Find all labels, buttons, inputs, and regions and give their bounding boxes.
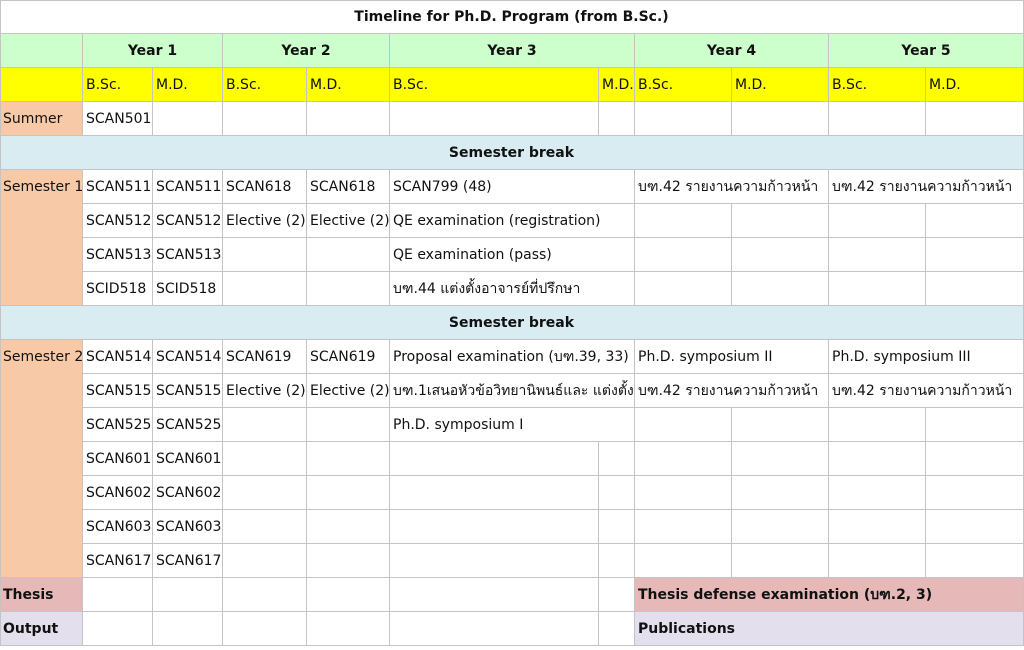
year-header-4[interactable]: Year 4 bbox=[635, 34, 829, 68]
row-label-output[interactable]: Output bbox=[0, 612, 83, 646]
empty-cell[interactable] bbox=[390, 476, 599, 510]
course-cell[interactable]: SCAN512 bbox=[83, 204, 153, 238]
empty-cell[interactable] bbox=[307, 408, 390, 442]
empty-cell[interactable] bbox=[926, 204, 1024, 238]
empty-cell[interactable] bbox=[829, 102, 926, 136]
empty-cell[interactable] bbox=[599, 612, 635, 646]
empty-cell[interactable] bbox=[223, 612, 307, 646]
empty-cell[interactable] bbox=[732, 510, 829, 544]
empty-cell[interactable] bbox=[599, 442, 635, 476]
sheet-top-border bbox=[0, 0, 1024, 1]
course-cell[interactable]: SCAN601 bbox=[153, 442, 223, 476]
course-cell[interactable]: SCAN513 bbox=[153, 238, 223, 272]
course-cell[interactable]: SCID518 bbox=[153, 272, 223, 306]
empty-cell[interactable] bbox=[390, 578, 599, 612]
course-cell[interactable]: SCAN515 bbox=[153, 374, 223, 408]
empty-cell[interactable] bbox=[926, 408, 1024, 442]
course-cell[interactable]: SCAN619 bbox=[307, 340, 390, 374]
empty-cell[interactable] bbox=[223, 578, 307, 612]
course-cell[interactable]: SCAN603 bbox=[83, 510, 153, 544]
empty-cell[interactable] bbox=[732, 476, 829, 510]
track-header-md[interactable]: M.D. bbox=[732, 68, 829, 102]
empty-cell[interactable] bbox=[223, 408, 307, 442]
empty-cell[interactable] bbox=[83, 578, 153, 612]
empty-cell[interactable] bbox=[732, 272, 829, 306]
empty-cell[interactable] bbox=[635, 442, 732, 476]
empty-cell[interactable] bbox=[635, 204, 732, 238]
corner-cell[interactable] bbox=[0, 34, 83, 68]
course-cell[interactable]: SCAN602 bbox=[83, 476, 153, 510]
track-header-md[interactable]: M.D. bbox=[599, 68, 635, 102]
empty-cell[interactable] bbox=[599, 510, 635, 544]
course-cell[interactable]: Elective (2) bbox=[223, 204, 307, 238]
milestone-cell[interactable]: บฑ.42 รายงานความก้าวหน้า bbox=[635, 374, 829, 408]
track-header-md[interactable]: M.D. bbox=[153, 68, 223, 102]
empty-cell[interactable] bbox=[926, 510, 1024, 544]
empty-cell[interactable] bbox=[829, 544, 926, 578]
track-header-bsc[interactable]: B.Sc. bbox=[223, 68, 307, 102]
empty-cell[interactable] bbox=[732, 102, 829, 136]
empty-cell[interactable] bbox=[83, 612, 153, 646]
empty-cell[interactable] bbox=[926, 544, 1024, 578]
empty-cell[interactable] bbox=[829, 408, 926, 442]
sheet-title[interactable]: Timeline for Ph.D. Program (from B.Sc.) bbox=[0, 0, 1024, 34]
course-cell[interactable]: SCAN511 bbox=[153, 170, 223, 204]
milestone-cell[interactable]: Ph.D. symposium II bbox=[635, 340, 829, 374]
course-cell[interactable]: SCAN501 bbox=[83, 102, 153, 136]
course-cell[interactable]: SCAN515 bbox=[83, 374, 153, 408]
course-cell[interactable]: SCAN619 bbox=[223, 340, 307, 374]
year-header-2[interactable]: Year 2 bbox=[223, 34, 390, 68]
empty-cell[interactable] bbox=[829, 510, 926, 544]
course-cell[interactable]: SCID518 bbox=[83, 272, 153, 306]
semester-break-2[interactable]: Semester break bbox=[0, 306, 1024, 340]
milestone-cell[interactable]: Proposal examination (บฑ.39, 33) bbox=[390, 340, 635, 374]
empty-cell[interactable] bbox=[926, 442, 1024, 476]
course-cell[interactable]: SCAN512 bbox=[153, 204, 223, 238]
course-cell[interactable]: Elective (2) bbox=[307, 374, 390, 408]
empty-cell[interactable] bbox=[307, 238, 390, 272]
empty-cell[interactable] bbox=[307, 544, 390, 578]
empty-cell[interactable] bbox=[223, 102, 307, 136]
empty-cell[interactable] bbox=[635, 272, 732, 306]
milestone-cell[interactable]: Ph.D. symposium III bbox=[829, 340, 1024, 374]
empty-cell[interactable] bbox=[307, 272, 390, 306]
empty-cell[interactable] bbox=[829, 204, 926, 238]
publications-cell[interactable]: Publications bbox=[635, 612, 1024, 646]
empty-cell[interactable] bbox=[223, 510, 307, 544]
empty-cell[interactable] bbox=[599, 476, 635, 510]
row-label-thesis[interactable]: Thesis bbox=[0, 578, 83, 612]
milestone-cell[interactable]: บฑ.42 รายงานความก้าวหน้า bbox=[829, 374, 1024, 408]
empty-cell[interactable] bbox=[153, 612, 223, 646]
empty-cell[interactable] bbox=[635, 408, 732, 442]
empty-cell[interactable] bbox=[153, 102, 223, 136]
empty-cell[interactable] bbox=[390, 442, 599, 476]
course-cell[interactable]: SCAN513 bbox=[83, 238, 153, 272]
course-cell[interactable]: SCAN617 bbox=[153, 544, 223, 578]
empty-cell[interactable] bbox=[635, 510, 732, 544]
empty-cell[interactable] bbox=[732, 408, 829, 442]
row-label-semester1[interactable]: Semester 1 bbox=[0, 170, 83, 306]
empty-cell[interactable] bbox=[223, 442, 307, 476]
empty-cell[interactable] bbox=[223, 544, 307, 578]
empty-cell[interactable] bbox=[390, 612, 599, 646]
course-cell[interactable]: Elective (2) bbox=[307, 204, 390, 238]
track-header-bsc[interactable]: B.Sc. bbox=[390, 68, 599, 102]
empty-cell[interactable] bbox=[635, 476, 732, 510]
milestone-cell[interactable]: Ph.D. symposium I bbox=[390, 408, 635, 442]
course-cell[interactable]: SCAN525 bbox=[83, 408, 153, 442]
milestone-cell[interactable]: บฑ.44 แต่งตั้งอาจารย์ที่ปรึกษา bbox=[390, 272, 635, 306]
course-cell[interactable]: SCAN602 bbox=[153, 476, 223, 510]
course-cell[interactable]: SCAN601 bbox=[83, 442, 153, 476]
course-cell[interactable]: Elective (2) bbox=[223, 374, 307, 408]
empty-cell[interactable] bbox=[732, 204, 829, 238]
course-cell[interactable]: SCAN617 bbox=[83, 544, 153, 578]
empty-cell[interactable] bbox=[307, 442, 390, 476]
track-header-bsc[interactable]: B.Sc. bbox=[635, 68, 732, 102]
track-corner-cell[interactable] bbox=[0, 68, 83, 102]
course-cell[interactable]: SCAN514 bbox=[83, 340, 153, 374]
empty-cell[interactable] bbox=[635, 238, 732, 272]
empty-cell[interactable] bbox=[926, 272, 1024, 306]
milestone-cell[interactable]: SCAN799 (48) bbox=[390, 170, 635, 204]
empty-cell[interactable] bbox=[223, 476, 307, 510]
year-header-1[interactable]: Year 1 bbox=[83, 34, 223, 68]
empty-cell[interactable] bbox=[307, 578, 390, 612]
empty-cell[interactable] bbox=[829, 238, 926, 272]
sheet-left-border bbox=[0, 0, 1, 646]
empty-cell[interactable] bbox=[732, 442, 829, 476]
empty-cell[interactable] bbox=[926, 476, 1024, 510]
course-cell[interactable]: SCAN511 bbox=[83, 170, 153, 204]
empty-cell[interactable] bbox=[307, 510, 390, 544]
empty-cell[interactable] bbox=[599, 544, 635, 578]
empty-cell[interactable] bbox=[307, 102, 390, 136]
empty-cell[interactable] bbox=[829, 442, 926, 476]
course-cell[interactable]: SCAN618 bbox=[307, 170, 390, 204]
empty-cell[interactable] bbox=[635, 544, 732, 578]
empty-cell[interactable] bbox=[223, 238, 307, 272]
course-cell[interactable]: SCAN514 bbox=[153, 340, 223, 374]
course-cell[interactable]: SCAN603 bbox=[153, 510, 223, 544]
empty-cell[interactable] bbox=[926, 238, 1024, 272]
course-cell[interactable]: SCAN525 bbox=[153, 408, 223, 442]
empty-cell[interactable] bbox=[390, 102, 599, 136]
empty-cell[interactable] bbox=[153, 578, 223, 612]
milestone-cell[interactable]: QE examination (pass) bbox=[390, 238, 635, 272]
empty-cell[interactable] bbox=[732, 544, 829, 578]
empty-cell[interactable] bbox=[390, 510, 599, 544]
thesis-defense-cell[interactable]: Thesis defense examination (บฑ.2, 3) bbox=[635, 578, 1024, 612]
empty-cell[interactable] bbox=[599, 578, 635, 612]
year-header-5[interactable]: Year 5 bbox=[829, 34, 1024, 68]
milestone-cell[interactable]: บฑ.42 รายงานความก้าวหน้า bbox=[829, 170, 1024, 204]
course-cell[interactable]: SCAN618 bbox=[223, 170, 307, 204]
milestone-cell[interactable]: บฑ.1เสนอหัวข้อวิทยานิพนธ์และ แต่งตั้ง bbox=[390, 374, 635, 408]
empty-cell[interactable] bbox=[635, 102, 732, 136]
empty-cell[interactable] bbox=[307, 612, 390, 646]
empty-cell[interactable] bbox=[829, 476, 926, 510]
track-header-md[interactable]: M.D. bbox=[926, 68, 1024, 102]
empty-cell[interactable] bbox=[829, 272, 926, 306]
track-header-bsc[interactable]: B.Sc. bbox=[829, 68, 926, 102]
empty-cell[interactable] bbox=[390, 544, 599, 578]
empty-cell[interactable] bbox=[307, 476, 390, 510]
empty-cell[interactable] bbox=[223, 272, 307, 306]
milestone-cell[interactable]: QE examination (registration) bbox=[390, 204, 635, 238]
track-header-bsc[interactable]: B.Sc. bbox=[83, 68, 153, 102]
track-header-md[interactable]: M.D. bbox=[307, 68, 390, 102]
empty-cell[interactable] bbox=[732, 238, 829, 272]
row-label-semester2[interactable]: Semester 2 bbox=[0, 340, 83, 578]
empty-cell[interactable] bbox=[926, 102, 1024, 136]
row-label-summer[interactable]: Summer bbox=[0, 102, 83, 136]
year-header-3[interactable]: Year 3 bbox=[390, 34, 635, 68]
empty-cell[interactable] bbox=[599, 102, 635, 136]
semester-break-1[interactable]: Semester break bbox=[0, 136, 1024, 170]
milestone-cell[interactable]: บฑ.42 รายงานความก้าวหน้า bbox=[635, 170, 829, 204]
